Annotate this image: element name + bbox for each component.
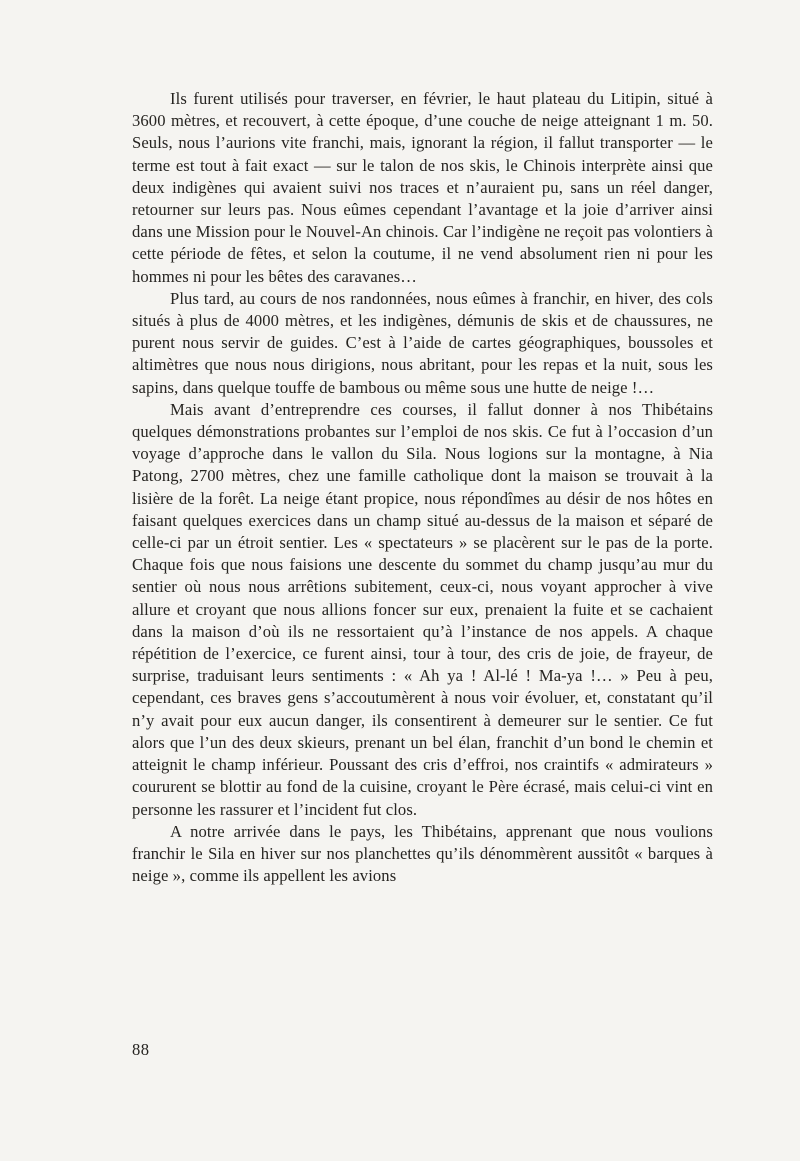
- paragraph-4: A notre arrivée dans le pays, les Thibétains, apprenant que nous voulions franchir le Sila en hiver sur nos planchettes qu’ils dénommèrent aussitôt « barques à neige », comme ils appellent les avions: [132, 821, 713, 886]
- body-text: [132, 88, 713, 887]
- page-number: 88: [132, 1040, 150, 1059]
- paragraph-3: Mais avant d’entreprendre ces courses, il fallut donner à nos Thibétains quelques démonstrations probantes sur l’emploi de nos skis. Ce fut à l’occasion d’un voyage d’approche dans le vallon du Sila. Nous logions sur la montagne, à Nia Patong, 2700 mètres, chez une famille catholique dont la maison se trouvait à la lisière de la forêt. La neige étant propice, nous répondîmes au désir de nos hôtes en faisant quelques exercices dans un champ situé au-dessus de la maison et séparé de celle-ci par un étroit sentier. Les « spectateurs » se placèrent sur le pas de la porte. Chaque fois que nous faisions une descente du sommet du champ jusqu’au mur du sentier où nous nous arrêtions subitement, ceux-ci, nous voyant approcher à vive allure et croyant que nous allions foncer sur eux, prenaient la fuite et se cachaient dans la maison d’où ils ne ressortaient qu’à l’instance de nos appels. A chaque répétition de l’exercice, ce furent ainsi, tour à tour, des cris de joie, de frayeur, de surprise, traduisant leurs sentiments : « Ah ya ! Al-lé ! Ma-ya !… » Peu à peu, cependant, ces braves gens s’accoutumèrent à nous voir évoluer, et, constatant qu’il n’y avait pour eux aucun danger, ils consentirent à demeurer sur le sentier. Ce fut alors que l’un des deux skieurs, prenant un bel élan, franchit d’un bond le chemin et atteignit le champ inférieur. Poussant des cris d’effroi, nos craintifs « admirateurs » coururent se blottir au fond de la cuisine, croyant le Père écrasé, mais celui-ci vint en personne les rassurer et l’incident fut clos.: [132, 399, 713, 819]
- paragraph-2: Plus tard, au cours de nos randonnées, nous eûmes à franchir, en hiver, des cols situés à plus de 4000 mètres, et les indigènes, démunis de skis et de chaussures, ne purent nous servir de guides. C’est à l’aide de cartes géographiques, boussoles et altimètres que nous nous dirigions, nous abritant, pour les repas et la nuit, sous les sapins, dans quelque touffe de bambous ou même sous une hutte de neige !…: [132, 288, 713, 397]
- paragraph-1: Ils furent utilisés pour traverser, en février, le haut plateau du Litipin, situé à 3600 mètres, et recouvert, à cette époque, d’une couche de neige atteignant 1 m. 50. Seuls, nous l’aurions vite franchi, mais, ignorant la région, il fallut transporter — le terme est tout à fait exact — sur le talon de nos skis, le Chinois interprète ainsi que deux indigènes qui avaient suivi nos traces et n’auraient pu, sans un réel danger, retourner sur leurs pas. Nous eûmes cependant l’avantage et la joie d’arriver ainsi dans une Mission pour le Nouvel-An chinois. Car l’indigène ne reçoit pas volontiers à cette période de fêtes, et selon la coutume, il ne vend absolument rien ni pour les hommes ni pour les bêtes des caravanes…: [132, 89, 713, 286]
